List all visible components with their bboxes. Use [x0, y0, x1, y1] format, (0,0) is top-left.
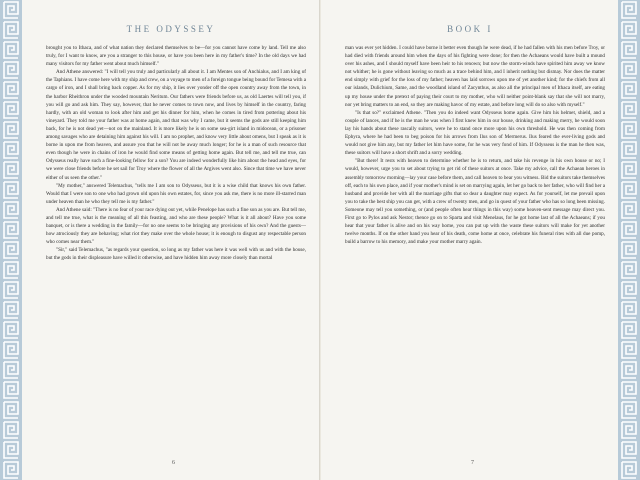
paragraph: "Sir," said Telemachus, "as regards your question, so long as my father was here it was well with us and with the house, but the gods in their displeasure have willed it otherwise, and have hidden him away more closely than mortal	[46, 247, 306, 262]
left-page-text	[46, 44, 306, 452]
greek-key-pattern-icon	[618, 0, 640, 480]
page-number-right: 7	[471, 460, 474, 466]
running-head-right: BOOK I	[447, 24, 493, 34]
paragraph: man was ever yet hidden. I could have borne it better even though he were dead, if he had fallen with his men before Troy, or had died with friends around him when the days of his fighting were done; for then the Achaeans would have built a mound over his ashes, and I should myself have been heir to his renown; but now the storm-winds have spirited him away we know not whither; he is gone without leaving so much as a trace behind him, and I inherit nothing but dismay. Nor does the matter end simply with grief for the loss of my father; heaven has laid sorrows upon me of yet another kind; for the chiefs from all our islands, Dulichium, Same, and the woodland island of Zacynthus, as also all the principal men of Ithaca itself, are eating up my house under the pretext of paying their court to my mother, who will neither point-blank say that she will not marry, nor yet bring matters to an end, so they are making havoc of my estate, and before long will do so also with myself."	[345, 45, 605, 108]
right-page[interactable]	[320, 0, 640, 480]
greek-key-border-right	[618, 0, 640, 480]
greek-key-border-left	[0, 0, 22, 480]
greek-key-pattern-icon	[0, 0, 22, 480]
paragraph: And Athene said: "There is no fear of your race dying out yet, while Penelope has such a fine son as you are. But tell me, and tell me true, what is the meaning of all this feasting, and who are these people? What is it all about? Have you some banquet, or is there a wedding in the family—for no one seems to be bringing any provisions of his own? And the guests—how atrociously they are behaving; what riot they make over the whole house; it is enough to disgust any respectable person who comes near them."	[46, 206, 306, 246]
paragraph: "My mother," answered Telemachus, "tells me I am son to Odysseus, but it is a wise child that knows his own father. Would that I were son to one who had grown old upon his own estates, for, since you ask me, there is no more ill-starred man under heaven than he who they tell me is my father."	[46, 182, 306, 205]
running-head-left: THE ODYSSEY	[126, 24, 216, 34]
paragraph: "Is that so?" exclaimed Athene. "Then you do indeed want Odysseus home again. Give him his helmet, shield, and a couple of lances, and if he is the man he was when I first knew him in our house, drinking and making merry, he would soon lay his hands about these rascally suitors, were he to stand once more upon his own threshold. He was then coming from Ephyra, where he had been to beg poison for his arrows from Ilus son of Mermerus. Ilus feared the ever-living gods and would not give him any, but my father let him have some, for he was very fond of him. If Odysseus is the man he then was, these suitors will have a short shrift and a sorry wedding.	[345, 109, 605, 157]
paragraph: "But there! It rests with heaven to determine whether he is to return, and take his revenge in his own house or no; I would, however, urge you to set about trying to get rid of these suitors at once. Take my advice, call the Achaean heroes in assembly tomorrow morning—lay your case before them, and call heaven to bear you witness. Bid the suitors take themselves off, each to his own place, and if your mother's mind is set on marrying again, let her go back to her father, who will find her a husband and provide her with all the marriage gifts that so dear a daughter may expect. As for yourself, let me prevail upon you to take the best ship you can get, with a crew of twenty men, and go in quest of your father who has so long been missing. Someone may tell you something, or (and people often hear things in this way) some heaven-sent message may direct you. First go to Pylos and ask Nestor; thence go on to Sparta and visit Menelaus, for he got home last of all the Achaeans; if you hear that your father is alive and on his way home, you can put up with the waste these suitors will make for yet another twelve months. If on the other hand you hear of his death, come home at once, celebrate his funeral rites with all due pomp, build a barrow to his memory, and make your mother marry again.	[345, 158, 605, 246]
paragraph: brought you to Ithaca, and of what nation they declared themselves to be—for you cannot have come by land. Tell me also truly, for I want to know, are you a stranger to this house, or have you been here in my father's time? In the old days we had many visitors for my father went about much himself."	[46, 45, 306, 68]
paragraph: And Athene answered: "I will tell you truly and particularly all about it. I am Mentes son of Anchialus, and I am king of the Taphians. I have come here with my ship and crew, on a voyage to men of a foreign tongue being bound for Temesa with a cargo of iron, and I shall bring back copper. As for my ship, it lies over yonder off the open country away from the town, in the harbor Rheithron under the wooded mountain Neritum. Our fathers were friends before us, as old Laertes will tell you, if you will go and ask him. They say, however, that he never comes to town now, and lives by himself in the country, faring hardly, with an old woman to look after him and get his dinner for him, when he comes in tired from pottering about his vineyard. They told me your father was at home again, and that was why I came, but it seems the gods are still keeping him back, for he is not dead yet—not on the mainland. It is more likely he is on some sea-girt island in midocean, or a prisoner among savages who are detaining him against his will. I am no prophet, and know very little about omens, but I speak as it is borne in upon me from heaven, and assure you that he will not be away much longer; for he is a man of such resource that even though he were in chains of iron he would find some means of getting home again. But tell me, and tell me true, can Odysseus really have such a fine-looking fellow for a son? You are indeed wonderfully like him about the head and eyes, for we were close friends before he set sail for Troy where the flower of all the Argives went also. Since that time we have never either of us seen the other."	[46, 69, 306, 181]
page-number-left: 6	[172, 460, 175, 466]
right-page-text	[345, 44, 605, 452]
